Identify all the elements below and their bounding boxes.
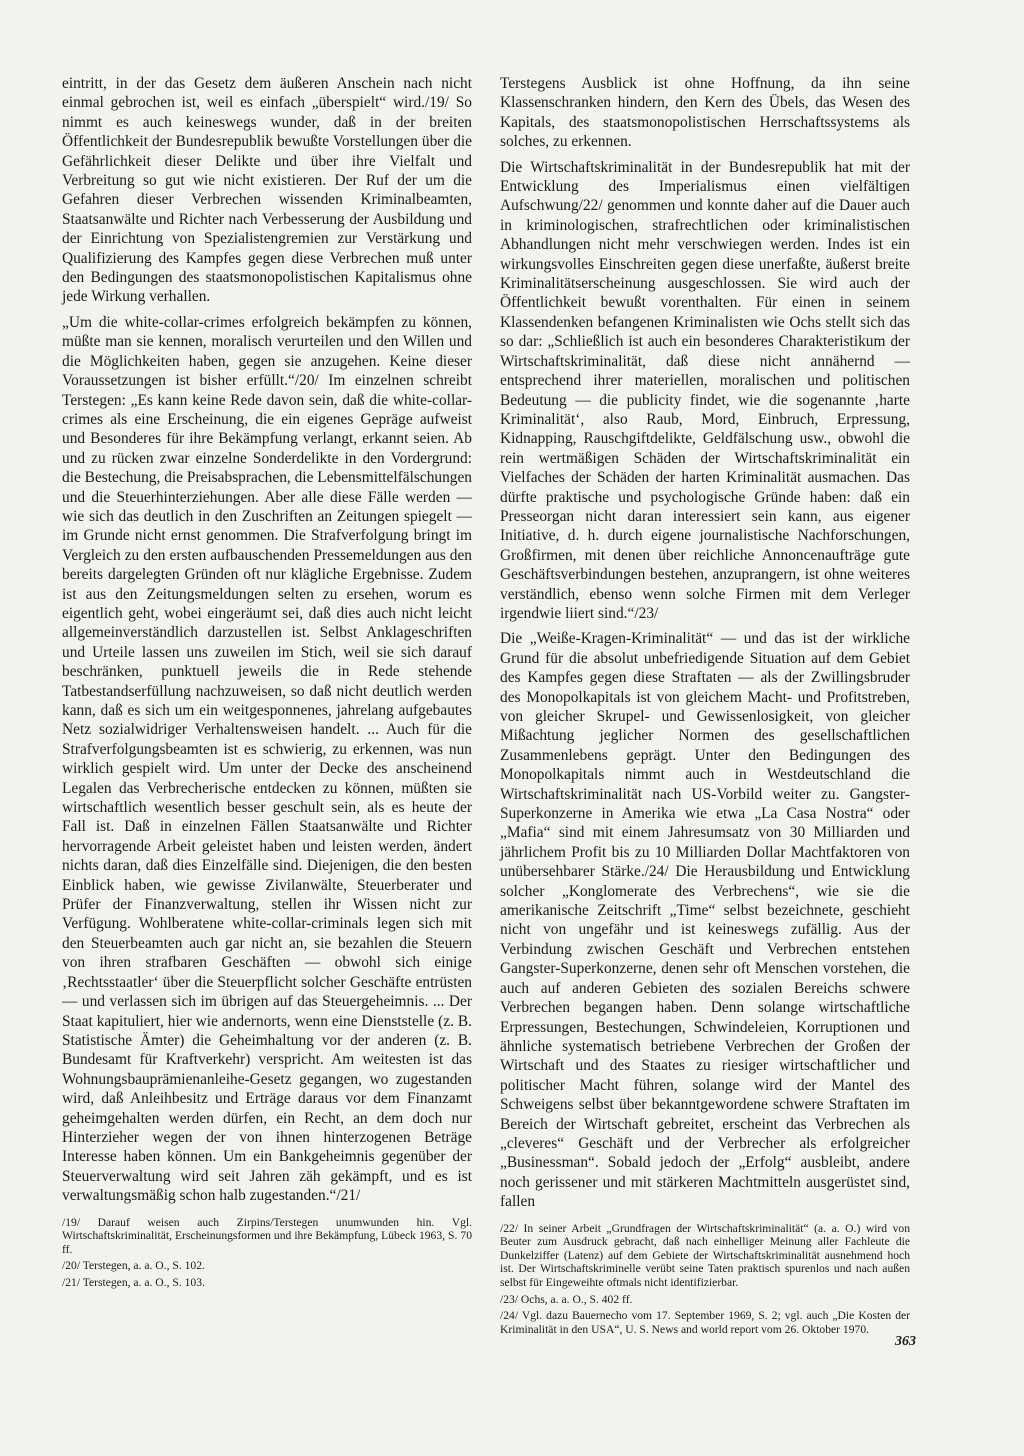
footnote: /20/ Terstegen, a. a. O., S. 102.	[62, 1259, 205, 1273]
body-paragraph: Die Wirtschaftskriminalität in der Bundesrepublik hat mit der Entwicklung des Imperialismus einen vielfältigen Aufschwung/22/ genommen und konnte daher auf die Dauer auch in kriminologischen, strafrechtlichen oder kriminalistischen Abhandlungen nicht mehr verschwiegen werden. Indes ist ein wirkungsvolles Einschreiten gegen diese unerfaßte, äußerst breite Kriminalitätserscheinung ausgeschlossen. Sie wird auch der Öffentlichkeit bewußt vorenthalten. Für einen in seinem Klassendenken befangenen Kriminalisten wie Ochs stellt sich das so dar: „Schließlich ist auch ein besonderes Charakteristikum der Wirtschaftskriminalität, daß diese nicht annähernd — entsprechend ihrer materiellen, moralischen und politischen Bedeutung — die publicity findet, wie die sogenannte ‚harte Kriminalität‘, also Raub, Mord, Einbruch, Erpressung, Kidnapping, Rauschgiftdelikte, Geldfälschung usw., obwohl die rein wertmäßigen Schäden der Wirtschaftskriminalität ein Vielfaches der Schäden der harten Kriminalität ausmachen. Das dürfte praktische und psychologische Gründe haben: daß ein Presseorgan nicht daran interessiert sein kann, aus eigener Initiative, d. h. durch eigene journalistische Nachforschungen, Großfirmen, mit denen über reichliche Annoncenaufträge gute Geschäftsverbindungen bestehen, anzuprangern, ist ohne weiteres verständlich, ebenso wenn solche Firmen mit dem Verleger irgendwie liiert sind.“/23/	[500, 158, 910, 622]
footnote: /19/ Darauf weisen auch Zirpins/Terstegen unumwunden hin. Vgl. Wirtschaftskriminalität, Erscheinungsformen und ihre Bekämpfung, Lübeck 1963, S. 70 ff.	[62, 1215, 472, 1256]
footnotes	[62, 1216, 472, 1290]
footnotes	[500, 1222, 910, 1337]
footnote: /24/ Vgl. dazu Bauernecho vom 17. September 1969, S. 2; vgl. auch „Die Kosten der Kriminalität in den USA“, U. S. News and world report vom 26. Oktober 1970.	[500, 1309, 910, 1336]
right-column	[500, 74, 910, 1339]
footnote: /22/ In seiner Arbeit „Grundfragen der Wirtschaftskriminalität“ (a. a. O.) wird von Beuter zum Ausdruck gebracht, daß nach einhelliger Meinung aller Fachleute die Dunkelziffer (Latenz) auf dem Gebiete der Wirtschaftskriminalität ausnehmend hoch ist. Der Wirtschaftskriminelle verübt seine Taten praktisch spurenlos und nach außen selbst für Eingeweihte oftmals nicht identifizierbar.	[500, 1221, 910, 1289]
page-number: 363	[895, 1334, 916, 1349]
footnote: /23/ Ochs, a. a. O., S. 402 ff.	[500, 1292, 633, 1306]
left-column	[62, 74, 472, 1293]
body-paragraph: eintritt, in der das Gesetz dem äußeren Anschein nach nicht einmal gebrochen ist, weil es einfach „überspielt“ wird./19/ So nimmt es auch keineswegs wunder, daß in der breiten Öffentlichkeit der Bundesrepublik bewußte Vorstellungen über die Gefährlichkeit dieser Delikte und über ihre Vielfalt und Verbreitung so gut wie nicht existieren. Der Ruf der um die Gefahren dieser Verbrechen wissenden Kriminalbeamten, Staatsanwälte und Richter nach Verbesserung der Ausbildung und der Einrichtung von Spezialistengremien zur Verstärkung und Qualifizierung des Kampfes gegen diese Verbrechen muß unter den Bedingungen des staatsmonopolistischen Kapitalismus ohne jede Wirkung verhallen.	[62, 75, 472, 306]
body-paragraph: Terstegens Ausblick ist ohne Hoffnung, da ihn seine Klassenschranken hindern, den Kern des Übels, das Wesen des Kapitals, des staatsmonopolistischen Herrschaftssystems als solches, zu erkennen.	[500, 75, 910, 151]
footnote: /21/ Terstegen, a. a. O., S. 103.	[62, 1275, 205, 1289]
body-paragraph: Die „Weiße-Kragen-Kriminalität“ — und das ist der wirkliche Grund für die absolut unbefriedigende Situation auf dem Gebiet des Kampfes gegen diese Straftaten — als der Zwillingsbruder des Monopolkapitals ist von gleichem Macht- und Profitstreben, von gleicher Skrupel- und Gewissenlosigkeit, von gleicher Mißachtung jeglicher Normen des gesellschaftlichen Zusammenlebens geprägt. Unter den Bedingungen des Monopolkapitals nimmt auch in Westdeutschland die Wirtschaftskriminalität nach US-Vorbild weiter zu. Gangster-Superkonzerne in Amerika wie etwa „La Casa Nostra“ oder „Mafia“ sind mit einem Jahresumsatz von 30 Milliarden und jährlichem Profit bis zu 10 Milliarden Dollar Machtfaktoren von unübersehbarer Stärke./24/ Die Herausbildung und Entwicklung solcher „Konglomerate des Verbrechens“, wie sie die amerikanische Zeitschrift „Time“ selbst bezeichnete, geschieht nicht von ungefähr und ist keineswegs zufällig. Aus der Verbindung zwischen Geschäft und Verbrechen entstehen Gangster-Superkonzerne, denen sehr oft Menschen vorstehen, die auch auf anderen Gebieten des sozialen Bereichs schwere Verbrechen begangen haben. Denn solange wirtschaftliche Erpressungen, Bestechungen, Schwindeleien, Korruptionen und ähnliche systematisch betriebene Verbrechen der Großen der Wirtschaft und des Staates zu riesiger wirtschaftlicher und politischer Macht führen, solange wird der Mantel des Schweigens selbst über bekanntgewordene schwere Straftaten im Bereich der Wirtschaft gebreitet, erscheint das Verbrechen als „cleveres“ Geschäft und der Verbrecher als erfolgreicher „Businessman“. Sobald jedoch der „Erfolg“ ausbleibt, andere noch gerissener und mit stärkeren Machtmitteln ausgerüstet sind, fallen	[500, 630, 910, 1211]
body-paragraph: „Um die white-collar-crimes erfolgreich bekämpfen zu können, müßte man sie kennen, moralisch verurteilen und den Willen und die Möglichkeiten haben, gegen sie anzugehen. Keine dieser Voraussetzungen ist bisher erfüllt.“/20/ Im einzelnen schreibt Terstegen: „Es kann keine Rede davon sein, daß die white-collar-crimes als eine Erscheinung, die ein eigenes Gepräge aufweist und Besonderes für ihre Bekämpfung verlangt, erkannt seien. Ab und zu rücken zwar einzelne Sonderdelikte in den Vordergrund: die Bestechung, die Preisabsprachen, die Lebensmittelfälschungen und die Steuerhinterziehungen. Aber alle diese Fälle werden — wie sich das deutlich in den Zuschriften an Zeitungen spiegelt — im Grunde nicht ernst genommen. Die Strafverfolgung bringt im Vergleich zu den ersten aufbauschenden Pressemeldungen aus den bereits dargelegten Gründen oft nur klägliche Ergebnisse. Zudem ist aus den Zeitungsmeldungen selten zu ersehen, worum es eigentlich geht, wobei eingeräumt sei, daß dies auch nicht leicht allgemeinverständlich darzustellen ist. Selbst Anklageschriften und Urteile lassen uns zuweilen im Stich, weil sie sich darauf beschränken, punktuell jeweils die in Rede stehende Tatbestandserfüllung nachzuweisen, so daß nicht deutlich werden kann, daß es sich um ein weitgesponnenes, jahrelang aufgebautes Netz sozialwidriger Verhaltensweisen handelt. ... Auch für die Strafverfolgungsbeamten ist es schwierig, zu erkennen, was nun wirklich gespielt wird. Um unter der Decke des anscheinend Legalen das Verbrecherische entdecken zu können, müßten sie wirtschaftlich wesentlich besser geschult sein, als es heute der Fall ist. Daß in einzelnen Fällen Staatsanwälte und Richter hervorragende Arbeit geleistet haben und leisten werden, ändert nichts daran, daß dies Einzelfälle sind. Diejenigen, die den besten Einblick haben, wie gewisse Zivilanwälte, Steuerberater und Prüfer der Finanzverwaltung, stellen ihr Wissen nicht zur Verfügung. Wohlberatene white-collar-criminals legen sich mit den Steuerbeamten auch gar nicht an, sie bezahlen die Steuern von ihren strafbaren Geschäften — obwohl sich einige ‚Rechtsstaatler‘ über die Steuerpflicht solcher Geschäfte entrüsten — und verlassen sich im übrigen auf das Steuergeheimnis. ... Der Staat kapituliert, hier wie andernorts, wenn eine Dienststelle (z. B. Statistische Ämter) die Geheimhaltung vor der anderen (z. B. Bundesamt für Kraftverkehr) verspricht. Am weitesten ist das Wohnungsbauprämienanleihe-Gesetz gegangen, wo zugestanden wird, daß Anleihbesitz und Erträge daraus vor dem Finanzamt geheimgehalten werden dürfen, ein Recht, an dem doch nur Hinterzieher wegen der von ihnen hinterzogenen Beträge Interesse haben können. Um ein Bankgeheimnis gegenüber der Steuerverwaltung wird seit Jahren zäh gekämpft, und es ist verwaltungsmäßig schon halb zugestanden.“/21/	[62, 313, 472, 1205]
